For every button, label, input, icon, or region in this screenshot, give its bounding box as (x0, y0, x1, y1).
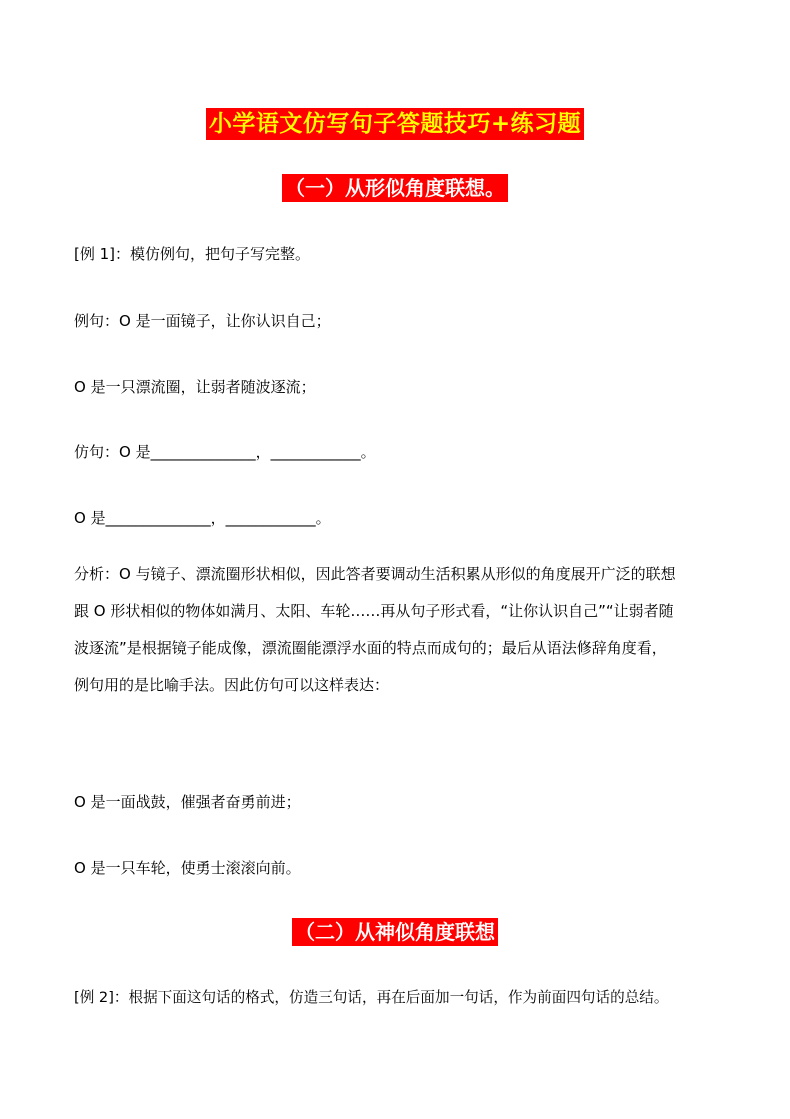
analysis-line-1: 分析：O 与镜子、漂流圈形状相似，因此答者要调动生活积累从形似的角度展开广泛的联想 (74, 565, 676, 583)
section-heading-2-text: （二）从神似角度联想 (292, 918, 498, 946)
analysis-paragraph (74, 556, 720, 704)
document-title-text: 小学语文仿写句子答题技巧+练习题 (206, 108, 584, 140)
example-sentence-2: O 是一只漂流圈，让弱者随波逐流； (74, 378, 316, 396)
imitation-sentence-2: O 是______________，____________。 (74, 509, 331, 527)
example-2-prompt: [例 2]：根据下面这句话的格式，仿造三句话，再在后面加一句话，作为前面四句话的总结。 (74, 989, 669, 1006)
analysis-line-3: 波逐流”是根据镜子能成像，漂流圈能漂浮水面的特点而成句的；最后从语法修辞角度看， (74, 639, 667, 657)
document-title (0, 108, 790, 140)
section-heading-2 (0, 918, 790, 946)
section-heading-1-text: （一）从形似角度联想。 (282, 174, 508, 202)
imitation-sentence-1: 仿句：O 是______________，____________。 (74, 443, 376, 461)
example-1-prompt: [例 1]：模仿例句，把句子写完整。 (74, 245, 311, 263)
example-sentence-1: 例句：O 是一面镜子，让你认识自己； (74, 312, 331, 330)
answer-sentence-2: O 是一只车轮，使勇士滚滚向前。 (74, 859, 301, 877)
section-heading-1 (0, 174, 790, 202)
answer-sentence-1: O 是一面战鼓，催强者奋勇前进； (74, 793, 301, 811)
analysis-line-2: 跟 O 形状相似的物体如满月、太阳、车轮……再从句子形式看，“让你认识自己”“让弱者随 (74, 602, 674, 620)
analysis-line-4: 例句用的是比喻手法。因此仿句可以这样表达： (74, 676, 390, 694)
